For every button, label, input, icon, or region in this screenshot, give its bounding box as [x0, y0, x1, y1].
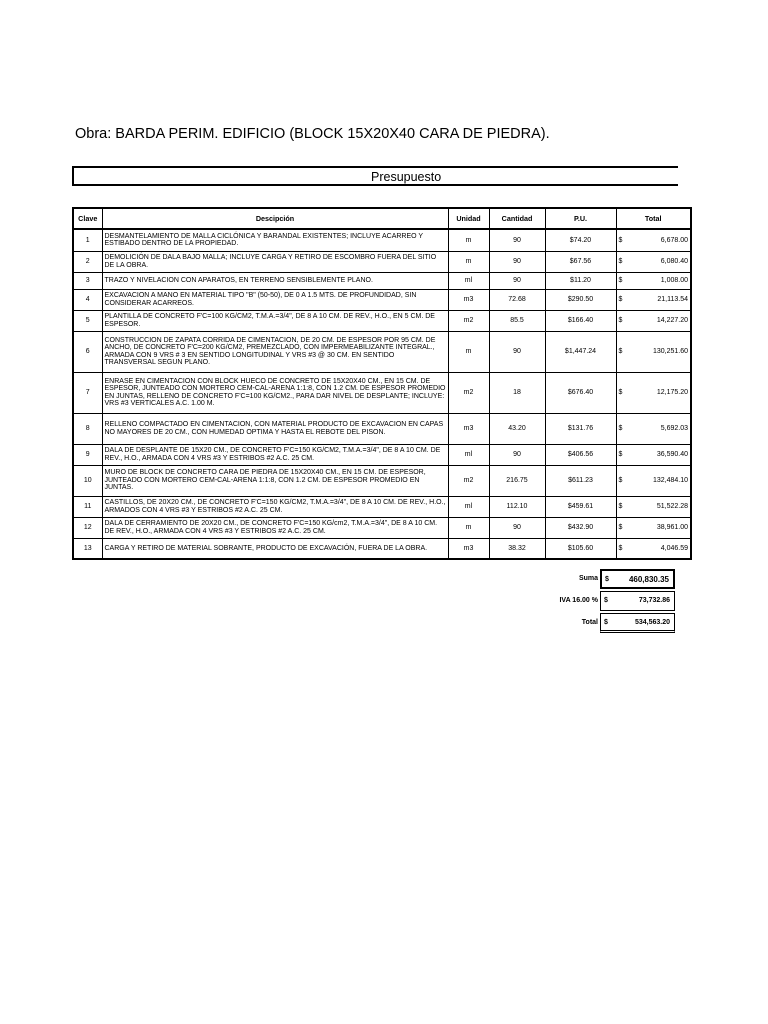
pu-cell: $74.20 [545, 229, 616, 251]
pu-cell: $166.40 [545, 310, 616, 331]
pu-cell: $676.40 [545, 372, 616, 413]
description-cell: EXCAVACION A MANO EN MATERIAL TIPO "B" (50-50), DE 0 A 1.5 MTS. DE PROFUNDIDAD, SIN CONSIDERAR ACARREOS. [102, 289, 448, 310]
description-cell: CARGA Y RETIRO DE MATERIAL SOBRANTE, PRODUCTO DE EXCAVACIÓN, FUERA DE LA OBRA. [102, 538, 448, 559]
budget-table [72, 207, 692, 560]
clave-cell: 6 [73, 331, 102, 372]
currency-cell: $ [616, 331, 627, 372]
currency-cell: $ [616, 538, 627, 559]
table-row [73, 310, 691, 331]
description-cell: DALA DE DESPLANTE DE 15X20 CM., DE CONCRETO F'C=150 KG/CM2, T.M.A.=3/4", DE 8 A 10 CM. DE REV., H.O., ARMADA CON 4 VRS #3 Y ESTRIBOS #2 A.C. 25 CM. [102, 444, 448, 465]
presupuesto-header-box [72, 166, 678, 186]
total-box [600, 613, 675, 633]
pu-cell: $1,447.24 [545, 331, 616, 372]
cantidad-cell: 85.5 [489, 310, 545, 331]
description-cell: MURO DE BLOCK DE CONCRETO CARA DE PIEDRA DE 15X20X40 CM., EN 15 CM. DE ESPESOR, JUNTEADO CON MORTERO CEM-CAL-ARENA 1:1:8, CON 1.2 CM. DE ESPESOR PROMEDIO EN JUNTAS. [102, 465, 448, 496]
table-row [73, 538, 691, 559]
currency-symbol: $ [604, 619, 608, 626]
table-row [73, 465, 691, 496]
cantidad-cell: 90 [489, 444, 545, 465]
unidad-cell: ml [448, 272, 489, 289]
clave-cell: 8 [73, 413, 102, 444]
suma-box [600, 569, 675, 589]
table-header-row [73, 208, 691, 229]
currency-cell: $ [616, 372, 627, 413]
cantidad-cell: 90 [489, 229, 545, 251]
unidad-cell: m3 [448, 289, 489, 310]
cantidad-cell: 90 [489, 251, 545, 272]
clave-cell: 3 [73, 272, 102, 289]
total-cell: 130,251.60 [627, 331, 691, 372]
cantidad-cell: 112.10 [489, 496, 545, 517]
unidad-cell: m [448, 331, 489, 372]
total-cell: 36,590.40 [627, 444, 691, 465]
total-cell: 14,227.20 [627, 310, 691, 331]
description-cell: CONSTRUCCION DE ZAPATA CORRIDA DE CIMENTACION, DE 20 CM. DE ESPESOR POR 95 CM. DE ANCHO, DE CONCRETO F'C=200 KG/CM2, PREMEZCLADO, CON IMPERMEABILIZANTE INTEGRAL., ARMADA CON 9 VRS # 3 EN SENTIDO LONGITUDINAL Y VRS #3 @ 30 CM. EN SENTIDO TRANSVERSAL SEGUN PLANO. [102, 331, 448, 372]
description-cell: PLANTILLA DE CONCRETO F'C=100 KG/CM2, T.M.A.=3/4", DE 8 A 10 CM. DE REV., H.O., EN 5 CM. DE ESPESOR. [102, 310, 448, 331]
cantidad-cell: 90 [489, 272, 545, 289]
table-row [73, 331, 691, 372]
header-total: Total [616, 208, 691, 229]
presupuesto-title: Presupuesto [371, 170, 442, 184]
unidad-cell: m3 [448, 538, 489, 559]
total-cell: 21,113.54 [627, 289, 691, 310]
pu-cell: $290.50 [545, 289, 616, 310]
clave-cell: 13 [73, 538, 102, 559]
total-cell: 6,080.40 [627, 251, 691, 272]
currency-cell: $ [616, 496, 627, 517]
total-cell: 12,175.20 [627, 372, 691, 413]
suma-value: 460,830.35 [628, 575, 669, 584]
clave-cell: 5 [73, 310, 102, 331]
table-row [73, 272, 691, 289]
unidad-cell: m [448, 517, 489, 538]
clave-cell: 7 [73, 372, 102, 413]
cantidad-cell: 43.20 [489, 413, 545, 444]
cantidad-cell: 72.68 [489, 289, 545, 310]
header-cantidad: Cantidad [489, 208, 545, 229]
table-row [73, 229, 691, 251]
total-cell: 1,008.00 [627, 272, 691, 289]
table-row [73, 517, 691, 538]
description-cell: DEMOLICIÓN DE DALA BAJO MALLA; INCLUYE CARGA Y RETIRO DE ESCOMBRO FUERA DEL SITIO DE LA OBRA. [102, 251, 448, 272]
pu-cell: $105.60 [545, 538, 616, 559]
clave-cell: 11 [73, 496, 102, 517]
total-label: Total [581, 619, 598, 626]
header-pu: P.U. [545, 208, 616, 229]
pu-cell: $432.90 [545, 517, 616, 538]
header-descripcion: Descipción [102, 208, 448, 229]
total-cell: 4,046.59 [627, 538, 691, 559]
unidad-cell: m [448, 251, 489, 272]
header-unidad: Unidad [448, 208, 489, 229]
table-row [73, 496, 691, 517]
header-clave: Clave [73, 208, 102, 229]
currency-cell: $ [616, 251, 627, 272]
totals-block [530, 569, 676, 635]
table-row [73, 413, 691, 444]
table-row [73, 444, 691, 465]
currency-cell: $ [616, 310, 627, 331]
iva-box [600, 591, 675, 611]
description-cell: DALA DE CERRAMIENTO DE 20X20 CM., DE CONCRETO F'C=150 KG/cm2, T.M.A.=3/4", DE 8 A 10 CM. DE REV., H.O., ARMADA CON 4 VRS #3 Y ESTRIBOS #2 A.C. 25 CM. [102, 517, 448, 538]
unidad-cell: m2 [448, 310, 489, 331]
currency-cell: $ [616, 413, 627, 444]
pu-cell: $67.56 [545, 251, 616, 272]
unidad-cell: m2 [448, 465, 489, 496]
currency-cell: $ [616, 465, 627, 496]
unidad-cell: m2 [448, 372, 489, 413]
pu-cell: $406.56 [545, 444, 616, 465]
description-cell: DESMANTELAMIENTO DE MALLA CICLÓNICA Y BARANDAL EXISTENTES; INCLUYE ACARREO Y ESTIBADO DENTRO DE LA PROPIEDAD. [102, 229, 448, 251]
total-cell: 132,484.10 [627, 465, 691, 496]
total-row [530, 613, 676, 635]
iva-row [530, 591, 676, 613]
clave-cell: 9 [73, 444, 102, 465]
table-row [73, 372, 691, 413]
pu-cell: $611.23 [545, 465, 616, 496]
currency-cell: $ [616, 444, 627, 465]
cantidad-cell: 90 [489, 517, 545, 538]
total-cell: 38,961.00 [627, 517, 691, 538]
cantidad-cell: 18 [489, 372, 545, 413]
currency-symbol: $ [604, 597, 608, 604]
total-cell: 5,692.03 [627, 413, 691, 444]
clave-cell: 10 [73, 465, 102, 496]
description-cell: TRAZO Y NIVELACION CON APARATOS, EN TERRENO SENSIBLEMENTE PLANO. [102, 272, 448, 289]
cantidad-cell: 38.32 [489, 538, 545, 559]
currency-cell: $ [616, 517, 627, 538]
total-cell: 51,522.28 [627, 496, 691, 517]
currency-cell: $ [616, 289, 627, 310]
total-value: 534,563.20 [634, 619, 670, 626]
pu-cell: $131.76 [545, 413, 616, 444]
clave-cell: 12 [73, 517, 102, 538]
unidad-cell: m3 [448, 413, 489, 444]
total-cell: 6,678.00 [627, 229, 691, 251]
clave-cell: 4 [73, 289, 102, 310]
currency-cell: $ [616, 229, 627, 251]
description-cell: RELLENO COMPACTADO EN CIMENTACION, CON MATERIAL PRODUCTO DE EXCAVACION EN CAPAS NO MAYORES DE 20 CM., CON HUMEDAD OPTIMA Y HASTA EL REBOTE DEL PISON. [102, 413, 448, 444]
iva-value: 73,732.86 [638, 597, 670, 604]
iva-label: IVA 16.00 % [559, 597, 598, 604]
clave-cell: 1 [73, 229, 102, 251]
clave-cell: 2 [73, 251, 102, 272]
pu-cell: $459.61 [545, 496, 616, 517]
suma-label: Suma [578, 575, 598, 582]
pu-cell: $11.20 [545, 272, 616, 289]
suma-row [530, 569, 676, 591]
obra-title: Obra: BARDA PERIM. EDIFICIO (BLOCK 15X20X40 CARA DE PIEDRA). [75, 126, 550, 142]
cantidad-cell: 90 [489, 331, 545, 372]
description-cell: ENRASE EN CIMENTACION CON BLOCK HUECO DE CONCRETO DE 15X20X40 CM., EN 15 CM. DE ESPESOR, JUNTEADO CON MORTERO CEM-CAL-ARENA 1:1:8, CON 1.2 CM. DE ESPESOR PROMEDIO EN JUNTAS, RELLENO DE CONCRETO F'C=100 KG/CM2., PARA DAR NIVEL DE DESPLANTE; INCLUYE: VRS #3 VERTICALES A.C. 1.00 M. [102, 372, 448, 413]
currency-cell: $ [616, 272, 627, 289]
unidad-cell: m [448, 229, 489, 251]
table-row [73, 251, 691, 272]
cantidad-cell: 216.75 [489, 465, 545, 496]
unidad-cell: ml [448, 496, 489, 517]
description-cell: CASTILLOS, DE 20X20 CM., DE CONCRETO F'C=150 KG/CM2, T.M.A.=3/4", DE 8 A 10 CM. DE REV., H.O., ARMADOS CON 4 VRS #3 Y ESTRIBOS #2 A.C. 25 CM. [102, 496, 448, 517]
table-row [73, 289, 691, 310]
unidad-cell: ml [448, 444, 489, 465]
currency-symbol: $ [605, 576, 609, 583]
